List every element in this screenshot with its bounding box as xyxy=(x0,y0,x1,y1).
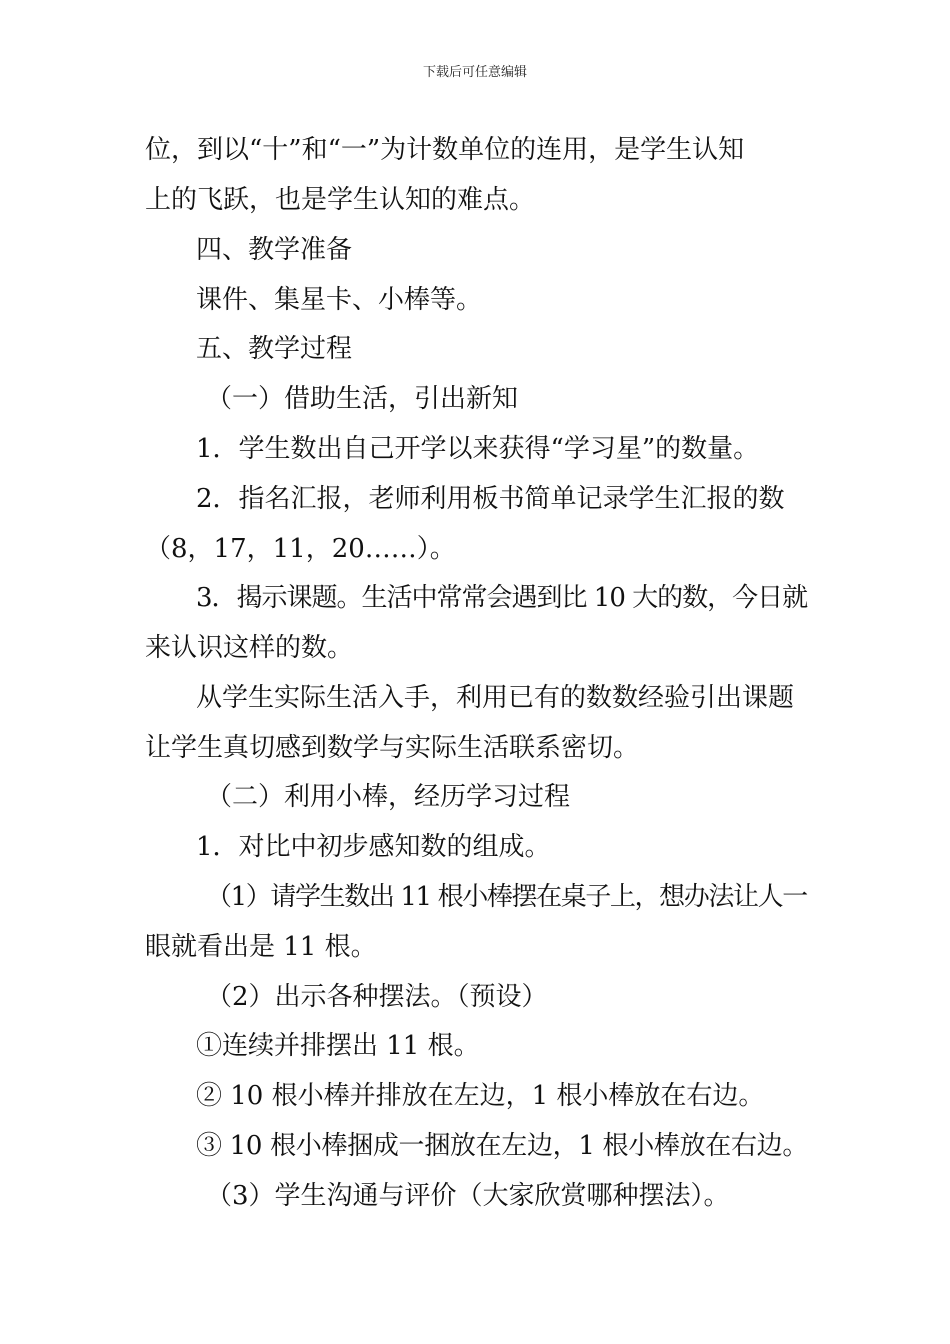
text-line: 从学生实际生活入手，利用已有的数数经验引出课题 xyxy=(196,683,795,713)
list-item: ③ 10 根小棒捆成一捆放在左边，1 根小棒放在右边。 xyxy=(196,1131,809,1161)
text-line: 1．对比中初步感知数的组成。 xyxy=(196,832,551,862)
text-line: （8，17，11，20……）。 xyxy=(145,534,456,564)
text-line: 课件、集星卡、小棒等。 xyxy=(196,285,483,315)
list-item: ② 10 根小棒并排放在左边，1 根小棒放在右边。 xyxy=(196,1081,765,1111)
subsection-heading: （二）利用小棒，经历学习过程 xyxy=(206,782,571,812)
text-line: （2）出示各种摆法。（预设） xyxy=(206,982,548,1012)
text-line: 来认识这样的数。 xyxy=(145,633,354,663)
text-line: 上的飞跃，也是学生认知的难点。 xyxy=(145,185,536,215)
text-line: 位，到以“十”和“一”为计数单位的连用，是学生认知 xyxy=(145,135,745,165)
text-line: 1．学生数出自己开学以来获得“学习星”的数量。 xyxy=(196,434,760,464)
text-line: 3．揭示课题。生活中常常会遇到比 10 大的数，今日就 xyxy=(196,583,808,613)
text-line: 眼就看出是 11 根。 xyxy=(145,932,377,962)
section-heading: 四、教学准备 xyxy=(196,235,353,265)
text-line: （1）请学生数出 11 根小棒摆在桌子上，想办法让人一 xyxy=(206,882,807,912)
text-line: （3）学生沟通与评价（大家欣赏哪种摆法）。 xyxy=(206,1181,730,1211)
text-line: 让学生真切感到数学与实际生活联系密切。 xyxy=(145,733,640,763)
page-header-note: 下载后可任意编辑 xyxy=(422,65,527,80)
section-heading: 五、教学过程 xyxy=(196,334,353,364)
subsection-heading: （一）借助生活，引出新知 xyxy=(206,384,519,414)
list-item: ①连续并排摆出 11 根。 xyxy=(196,1031,480,1061)
text-line: 2．指名汇报，老师利用板书简单记录学生汇报的数 xyxy=(196,484,785,514)
